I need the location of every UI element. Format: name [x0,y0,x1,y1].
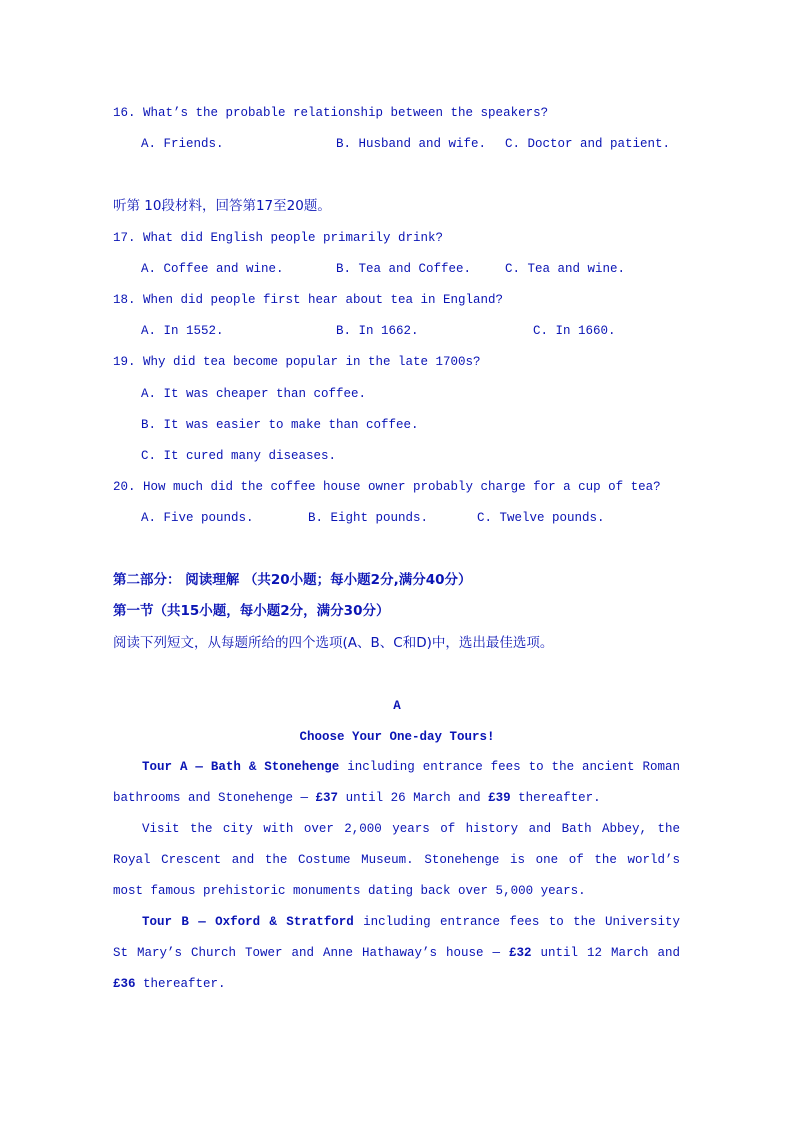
question-17-stem: 17. What did English people primarily drink? [113,231,444,245]
question-20-stem: 20. How much did the coffee house owner probably charge for a cup of tea? [113,480,661,494]
tour-a-price-2: £39 [488,791,511,805]
question-19-stem: 19. Why did tea become popular in the late 1700s? [113,355,481,369]
passage-label: A [393,699,401,713]
question-19-option-a: A. It was cheaper than coffee. [141,387,367,401]
question-17-option-b: B. Tea and Coffee. [336,262,472,276]
question-19-option-c: C. It cured many diseases. [141,449,337,463]
question-17-option-c: C. Tea and wine. [505,262,626,276]
section-one-heading: 第一节（共15小题，每小题2分，满分30分） [113,603,390,619]
tour-b-price-1: £32 [509,946,532,960]
tour-b-text-2: until 12 March and [531,946,681,960]
question-17-option-a: A. Coffee and wine. [141,262,284,276]
listening-instruction-10: 听第 10段材料，回答第17至20题。 [113,198,331,214]
tour-b-price-2: £36 [113,977,136,991]
tour-b-text-3: thereafter. [135,977,226,991]
question-20-option-b: B. Eight pounds. [308,511,429,525]
question-16-option-c: C. Doctor and patient. [505,137,671,151]
question-18-option-c: C. In 1660. [533,324,616,338]
tour-a-text-1: including entrance fees to the ancient Roman bathrooms and Stonehenge — [113,760,680,805]
passage-title: Choose Your One-day Tours! [299,730,495,744]
question-18-option-a: A. In 1552. [141,324,224,338]
part-two-heading: 第二部分： 阅读理解 （共20小题；每小题2分,满分40分） [113,572,472,588]
question-20-option-c: C. Twelve pounds. [477,511,605,525]
question-16-option-a: A. Friends. [141,137,224,151]
tour-a-description: Visit the city with over 2,000 years of history and Bath Abbey, the Royal Crescent and the Costume Museum. Stonehenge is one of the world’s most famous prehistoric monuments dating back over 5,000 years. [113,822,680,898]
tour-a-price-1: £37 [315,791,339,805]
question-18-stem: 18. When did people first hear about tea in England? [113,293,504,307]
tour-a-name: Tour A — Bath & Stonehenge [142,760,340,774]
tour-a-paragraph [113,752,680,814]
question-20-option-a: A. Five pounds. [141,511,254,525]
question-16-stem: 16. What’s the probable relationship between the speakers? [113,106,549,120]
tour-a-text-2: until 26 March and [338,791,489,805]
question-16-option-b: B. Husband and wife. [336,137,487,151]
question-19-option-b: B. It was easier to make than coffee. [141,418,419,432]
tour-b-paragraph [113,907,680,1000]
tour-b-text-1: including entrance fees to the University St Mary’s Church Tower and Anne Hathaway’s house — [113,915,680,960]
tour-b-name: Tour B — Oxford & Stratford [142,915,354,929]
tour-a-text-3: thereafter. [510,791,601,805]
reading-instruction: 阅读下列短文，从每题所给的四个选项(A、B、C和D)中，选出最佳选项。 [113,635,554,651]
question-18-option-b: B. In 1662. [336,324,419,338]
